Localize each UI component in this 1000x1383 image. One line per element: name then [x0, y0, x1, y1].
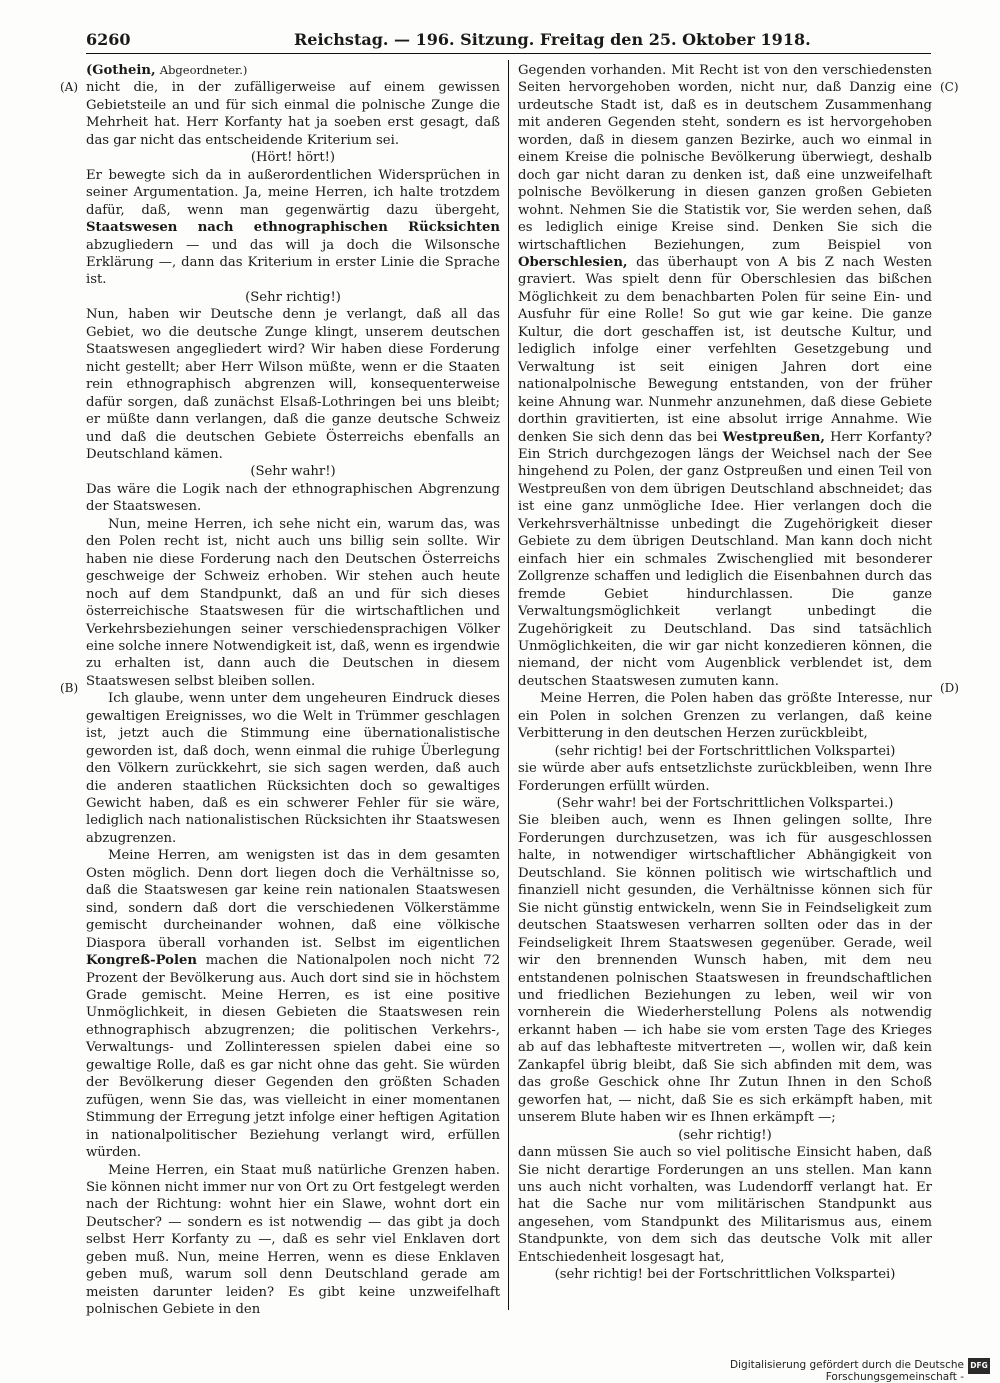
emphasis: Kongreß-Polen — [86, 953, 197, 969]
paragraph — [518, 760, 932, 795]
text-run: (sehr richtig! bei der Fortschrittlichen Volkspartei) — [554, 743, 896, 759]
page-number: 6260 — [86, 30, 131, 49]
paragraph — [86, 481, 500, 516]
paragraph — [86, 1162, 500, 1319]
margin-marker-d: (D) — [940, 681, 959, 695]
text-run: dann müssen Sie auch so viel politische Einsicht haben, daß Sie nicht derartige Forderungen an uns stellen. Man kann uns auch nicht vorhalten, was Ludendorff verlangt hat. Er hat die Sache nur vom militärischen Standpunkt aus angesehen, vom Standpunkt des Militarismus aus, einem Standpunkte, von dem sich das deutsche Volk mit aller Entschiedenheit losgesagt hat, — [518, 1145, 932, 1265]
interjection — [518, 1127, 932, 1144]
header-rule — [86, 53, 931, 54]
emphasis: Staatswesen nach ethnographischen Rücksichten — [86, 220, 500, 236]
text-run: (sehr richtig!) — [678, 1127, 772, 1143]
text-run: nicht die, in der zufälligerweise auf einem gewissen Gebietsteile an und für sich einmal die polnische Zunge die Mehrheit hat. Herr Korfanty hat ja soeben erst gesagt, daß das gar nicht das entscheidende Kriterium sei. — [86, 80, 500, 148]
text-run: Herr Korfanty? Ein Strich durchgezogen längs der Weichsel nach der See hingehend zu Polen, der ganz Ostpreußen und einen Teil von Westpreußen von dem übrigen Deutschland abschneidet; das ist eine ganz unmögliche Idee. Hier verlangen doch die Verkehrsverhältnisse unbedingt die Zugehörigkeit dieser Gebiete zu dem übrigen Deutschland. Man kann doch nicht einfach hier ein schmales Zwischenglied mit besonderer Zollgrenze schaffen und lediglich die Eisenbahnen durch das fremde Gebiet hindurchlassen. Die ganze Verwaltungsmöglichkeit verlangt unbedingt die Zugehörigkeit zu Deutschland. Das sind tatsächlich Unmöglichkeiten, die wir gar nicht konzedieren können, die niemand, der nicht vom Augenblick verblendet ist, dem deutschen Staatswesen zumuten kann. — [518, 429, 932, 689]
paragraph — [86, 516, 500, 691]
interjection — [518, 1266, 932, 1283]
paragraph — [86, 847, 500, 1161]
running-head: Reichstag. — 196. Sitzung. Freitag den 25. Oktober 1918. — [294, 30, 811, 49]
interjection — [518, 795, 932, 812]
dfg-logo: DFG — [968, 1358, 990, 1374]
paragraph — [518, 812, 932, 1126]
text-run: Er bewegte sich da in außerordentlichen Widersprüchen in seiner Argumentation. Ja, meine Herren, ich halte trotzdem dafür, daß, wenn man gegenwärtig dazu übergeht, — [86, 167, 500, 218]
right-column — [518, 62, 932, 1284]
speaker-line — [86, 62, 500, 79]
text-run: Meine Herren, ein Staat muß natürliche Grenzen haben. Sie können nicht immer nur von Ort zu Ort festgelegt werden nach der Richtung: wohnt hier ein Slawe, wohnt dort ein Deutscher? — sondern es ist notwendig — das gibt ja doch selbst Herr Korfanty zu —, daß es sehr viel Enklaven dort geben muß. Nun, meine Herren, wenn es diese Enklaven geben muß, warum soll denn Deutschland gerade am meisten darunter leiden? Es gibt keine unzweifelhaft polnischen Gebiete in den — [86, 1162, 500, 1318]
text-run: (Hört! hört!) — [250, 150, 336, 166]
paragraph — [86, 690, 500, 847]
text-run: das überhaupt von A bis Z nach Westen graviert. Was spielt denn für Oberschlesien das bißchen Möglichkeit zu dem benachbarten Polen für seine Ein- und Ausfuhr für eine Rolle! So gut wie gar keine. Die ganze Kultur, die dort geschaffen ist, ist deutsche Kultur, und lediglich infolge einer verfehlten Gesetzgebung und Verwaltung ist seit einigen Jahren dort eine nationalpolnische Bewegung entstanden, von der früher keine Ahnung war. Nunmehr anzunehmen, daß diese Gebiete dorthin gravitierten, ist eine absolut irrige Annahme. Wie denken Sie sich denn das bei — [518, 254, 932, 445]
margin-marker-b: (B) — [60, 681, 79, 695]
speaker-role: Abgeordneter.) — [159, 63, 248, 77]
interjection — [86, 149, 500, 166]
text-run: Gegenden vorhanden. Mit Recht ist von den verschiedensten Seiten hervorgehoben worden, nicht nur, daß Danzig eine urdeutsche Stadt ist, daß es in deutschem Zusammenhang mit anderen Gegenden steht, sondern es ist hervorgehoben worden, daß in diesem ganzen Bezirke, auch wo einmal in einem Kreise die polnische Bevölkerung überwiegt, deshalb doch gar nicht daran zu denken ist, daß eine unzweifelhaft polnische Bevölkerung in diesen ganzen großen Gebieten wohnt. Nehmen Sie die Statistik vor, Sie werden sehen, daß es lediglich einige Kreise sind. Denken Sie sich die wirtschaftlichen Beziehungen, zum Beispiel von — [518, 63, 932, 253]
text-run: (Sehr wahr! bei der Fortschrittlichen Volkspartei.) — [556, 796, 894, 812]
page-header — [86, 30, 931, 52]
text-run: machen die Nationalpolen noch nicht 72 Prozent der Bevölkerung aus. Auch dort sind sie in höchstem Grade gemischt. Meine Herren, es ist eine positive Unmöglichkeit, in diesen Gebieten die Staatswesen rein ethnographisch abzugrenzen; die politischen Verkehrs-, Verwaltungs- und Zollinteressen spielen dabei eine so gewaltige Rolle, daß es gar nicht ohne das geht. Sie würden der Bevölkerung dieser Gegenden den größten Schaden zufügen, wenn Sie das, was vielleicht in einer momentanen Stimmung der Erregung jetzt infolge einer heftigen Agitation in nationalpolitischer Beziehung verlangt wird, erfüllen würden. — [86, 953, 500, 1161]
paragraph — [86, 167, 500, 289]
margin-marker-a: (A) — [60, 80, 79, 94]
paragraph — [518, 690, 932, 742]
interjection — [86, 289, 500, 306]
interjection — [518, 743, 932, 760]
emphasis: Oberschlesien, — [518, 254, 628, 270]
column-divider — [508, 60, 509, 1310]
footer-credit: Digitalisierung gefördert durch die Deutsche Forschungsgemeinschaft - — [730, 1359, 964, 1383]
text-run: (Sehr wahr!) — [250, 464, 336, 480]
text-run: abzugliedern — und das will ja doch die Wilsonsche Erklärung —, dann das Kriterium in erster Linie die Sprache ist. — [86, 237, 500, 288]
text-run: Meine Herren, die Polen haben das größte Interesse, nur ein Polen in solchen Grenzen zu verlangen, daß keine Verbitterung in den deutschen Herzen zurückbleibt, — [518, 691, 932, 742]
paragraph — [518, 1144, 932, 1266]
text-run: (Sehr richtig!) — [245, 289, 341, 305]
paragraph — [86, 79, 500, 149]
text-run: (sehr richtig! bei der Fortschrittlichen Volkspartei) — [554, 1267, 896, 1283]
paragraph — [518, 62, 932, 690]
margin-marker-c: (C) — [940, 80, 959, 94]
text-run: Nun, meine Herren, ich sehe nicht ein, warum das, was den Polen recht ist, nicht auch uns billig sein sollte. Wir haben nie diese Forderung nach den Deutschen Österreichs geschweige der Schweiz erhoben. Wir stehen auch heute noch auf dem Standpunkt, daß an und für sich dieses österreichische Staatswesen für die wirtschaftlichen und Verkehrsbeziehungen seiner verschiedensprachigen Völker eine solche innere Notwendigkeit ist, daß, wenn es irgendwie zu erhalten ist, dann auch die Deutschen in diesem Staatswesen selbst bleiben sollen. — [86, 516, 500, 689]
text-run: Ich glaube, wenn unter dem ungeheuren Eindruck dieses gewaltigen Ereignisses, wo die Welt in Trümmer geschlagen ist, jetzt auch die Stimmung eine übernationalistische geworden ist, daß doch, wenn einmal die ruhige Überlegung den Völkern zurückkehrt, sie sich sagen werden, daß auch die anderen staatlichen Rücksichten doch so gewaltiges Gewicht haben, daß es ein schwerer Fehler für sie wäre, lediglich nach nationalistischen Rücksichten ihr Staatswesen abzugrenzen. — [86, 691, 500, 846]
text-run: Sie bleiben auch, wenn es Ihnen gelingen sollte, Ihre Forderungen durchzusetzen, was ich für ausgeschlossen halte, in notwendiger wirtschaftlicher Abhängigkeit von Deutschland. Sie können politisch wie wirtschaftlich und finanziell nicht gesunden, die Verhältnisse können sich für Sie nicht günstig entwickeln, wenn Sie in Feindseligkeit zum deutschen Staatswesen verharren sollten oder das in der Feindseligkeit Ihrem Staatswesen gegenüber. Gerade, weil wir den brennenden Wunsch haben, mit dem neu entstandenen polnischen Staatswesen in freundschaftlichen und friedlichen Beziehungen zu leben, weil wir von vornherein die Wiederherstellung Polens als notwendig erkannt haben — ich habe sie vom ersten Tage des Krieges ab auf das lebhafteste mitvertreten —, wollen wir, daß kein Zankapfel übrig bleibt, daß Sie sich abfinden mit dem, was das große Geschick ohne Ihr Zutun Ihnen in den Schoß geworfen hat, — nicht, daß Sie es sich erkämpft haben, mit unserem Blute haben wir es Ihnen erkämpft —; — [518, 813, 932, 1126]
emphasis: Westpreußen, — [722, 429, 825, 445]
speaker-name: (Gothein, — [86, 63, 156, 78]
text-run: Nun, haben wir Deutsche denn je verlangt, daß all das Gebiet, wo die deutsche Zunge klingt, unserem deutschen Staatswesen angegliedert wird? Wir haben diese Forderung nicht gestellt; aber Herr Wilson müßte, wenn er die Staaten rein ethnographisch abgrenzen will, konsequenterweise dafür sorgen, daß zunächst Elsaß-Lothringen bei uns bleibt; er müßte dann verlangen, daß die ganze deutsche Schweiz und daß die deutschen Gebiete Österreichs ebenfalls an Deutschland kämen. — [86, 307, 500, 462]
paragraph — [86, 306, 500, 463]
left-column — [86, 62, 500, 1319]
interjection — [86, 463, 500, 480]
text-run: sie würde aber aufs entsetzlichste zurückbleiben, wenn Ihre Forderungen erfüllt würden. — [518, 761, 932, 794]
text-run: Meine Herren, am wenigsten ist das in dem gesamten Osten möglich. Denn dort liegen doch die Verhältnisse so, daß die Staatswesen gar keine rein nationalen Staatswesen sind, sondern daß dort die verschiedenen Völkerstämme gemischt durcheinander wohnen, daß eine völkische Diaspora überall vorhanden ist. Selbst im eigentlichen — [86, 848, 500, 951]
text-run: Das wäre die Logik nach der ethnographischen Abgrenzung der Staatswesen. — [86, 481, 500, 515]
